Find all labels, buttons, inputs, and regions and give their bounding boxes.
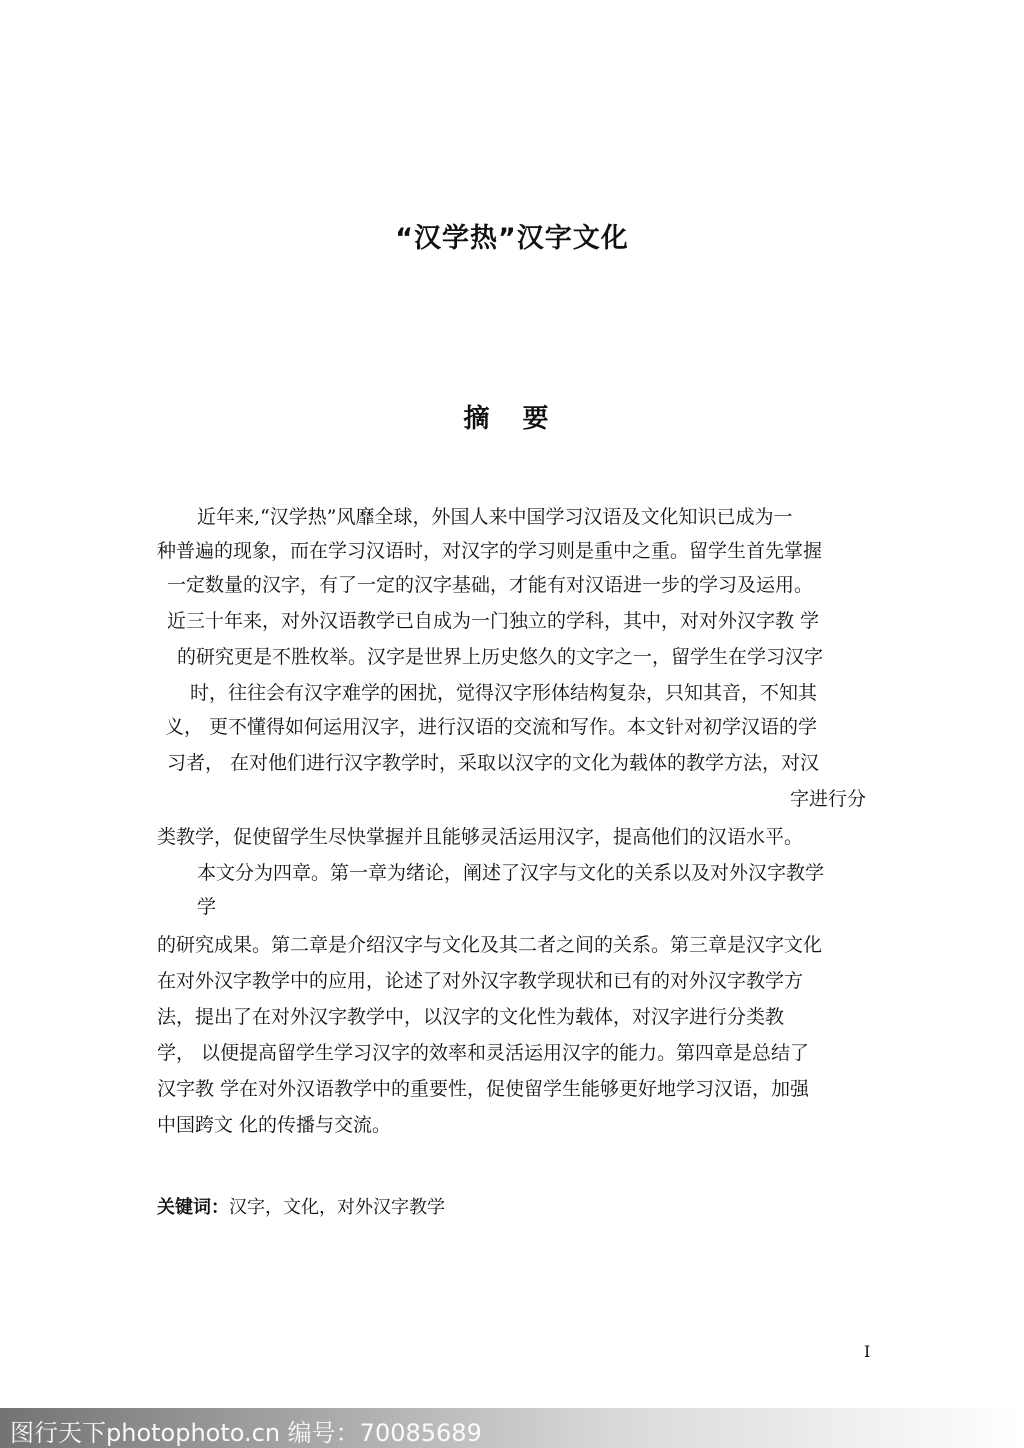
body-line: 类教学，促使留学生尽快掌握并且能够灵活运用汉字，提高他们的汉语水平。 [157, 826, 804, 848]
document-title: “汉学热”汉字文化 [395, 223, 629, 254]
abstract-heading: 摘 要 [463, 404, 561, 434]
body-line: 本文分为四章。第一章为绪论，阐述了汉字与文化的关系以及对外汉字教学 [197, 862, 825, 884]
body-line: 在对外汉字教学中的应用，论述了对外汉字教学现状和已有的对外汉字教学方 [157, 970, 804, 992]
watermark-text: 图行天下photophoto.cn 编号：70085689 [10, 1419, 482, 1447]
body-line: 的研究更是不胜枚举。汉字是世界上历史悠久的文字之一，留学生在学习汉字 [177, 646, 824, 668]
body-line: 义， 更不懂得如何运用汉字，进行汉语的交流和写作。本文针对初学汉语的学 [165, 716, 818, 738]
body-line: 习者， 在对他们进行汉字教学时，采取以汉字的文化为载体的教学方法，对汉 [167, 752, 820, 774]
body-line: 近年来,“汉学热”风靡全球，外国人来中国学习汉语及文化知识已成为一 [197, 506, 793, 528]
body-line: 学， 以便提高留学生学习汉字的效率和灵活运用汉字的能力。第四章是总结了 [157, 1042, 810, 1064]
body-line: 汉字教 学在对外汉语教学中的重要性，促使留学生能够更好地学习汉语，加强 [157, 1078, 810, 1100]
keywords-value: 汉字，文化，对外汉字教学 [229, 1197, 445, 1218]
watermark-bar [0, 1408, 1024, 1448]
body-line: 字进行分 [790, 788, 867, 810]
body-line: 一定数量的汉字，有了一定的汉字基础，才能有对汉语进一步的学习及运用。 [167, 574, 814, 596]
body-line: 种普遍的现象，而在学习汉语时，对汉字的学习则是重中之重。留学生首先掌握 [157, 540, 823, 562]
body-line: 时，往往会有汉字难学的困扰，觉得汉字形体结构复杂，只知其音，不知其 [190, 682, 818, 704]
keywords-label: 关键词： [157, 1197, 229, 1218]
body-line: 近三十年来，对外汉语教学已自成为一门独立的学科，其中，对对外汉字教 学 [167, 610, 820, 632]
keywords [157, 1193, 445, 1219]
body-line: 法，提出了在对外汉字教学中，以汉字的文化性为载体，对汉字进行分类教 [157, 1006, 785, 1028]
body-line: 的研究成果。第二章是介绍汉字与文化及其二者之间的关系。第三章是汉字文化 [157, 934, 823, 956]
body-line: 学 [197, 896, 217, 918]
page-number: I [864, 1342, 871, 1361]
body-line: 中国跨文 化的传播与交流。 [157, 1114, 392, 1136]
